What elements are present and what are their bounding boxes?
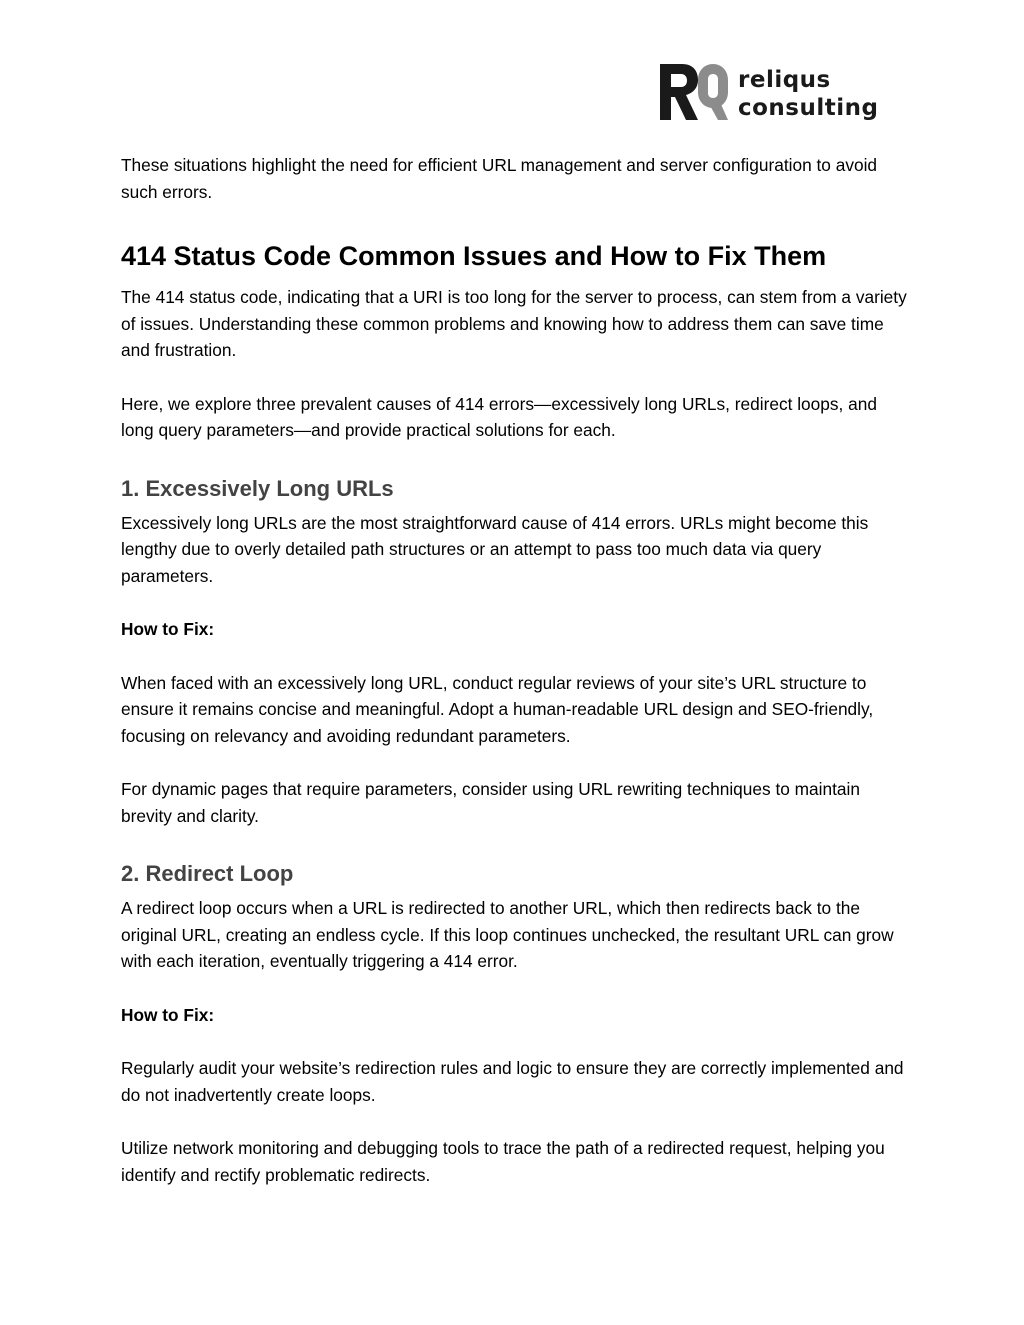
logo-wordmark-line1: reliqus (738, 67, 831, 93)
how-to-fix-label: How to Fix: (121, 619, 215, 639)
overview-paragraph-1: The 414 status code, indicating that a URI is too long for the server to process, can stem from a variety of issues. Understanding these common problems and knowing how to address them can save time and frustration. (121, 287, 907, 360)
intro-paragraph: These situations highlight the need for efficient URL management and server configuration to avoid such errors. (121, 155, 878, 202)
section-heading: 414 Status Code Common Issues and How to Fix Them (121, 241, 827, 271)
document-body (121, 152, 911, 1188)
rq-logo-mark-icon (658, 62, 730, 122)
logo-wordmark-line2: consulting (738, 95, 879, 121)
subsection-title-redirect-loop: 2. Redirect Loop (121, 861, 294, 886)
fix-paragraph-long-urls-2: For dynamic pages that require parameters, consider using URL rewriting techniques to maintain brevity and clarity. (121, 779, 860, 826)
subsection-body-redirect-loop: A redirect loop occurs when a URL is redirected to another URL, which then redirects back to the original URL, creating an endless cycle. If this loop continues unchecked, the resultant URL can grow with each iteration, eventually triggering a 414 error. (121, 898, 894, 971)
overview-paragraph-2: Here, we explore three prevalent causes of 414 errors—excessively long URLs, redirect loops, and long query parameters—and provide practical solutions for each. (121, 393, 877, 440)
logo-wordmark (738, 66, 878, 122)
company-logo (658, 62, 903, 124)
subsection-title-long-urls: 1. Excessively Long URLs (121, 475, 394, 501)
how-to-fix-label: How to Fix: (121, 1004, 215, 1025)
fix-paragraph-redirect-loop-1: Regularly audit your website’s redirection rules and logic to ensure they are correctly implemented and do not inadvertently create loops. (121, 1058, 904, 1105)
fix-paragraph-redirect-loop-2: Utilize network monitoring and debugging tools to trace the path of a redirected request, helping you identify and rectify problematic redirects. (121, 1138, 885, 1185)
subsection-body-long-urls: Excessively long URLs are the most straightforward cause of 414 errors. URLs might become this lengthy due to overly detailed path structures or an attempt to pass too much data via query parameters. (121, 512, 869, 586)
fix-paragraph-long-urls-1: When faced with an excessively long URL, conduct regular reviews of your site’s URL structure to ensure it remains concise and meaningful. Adopt a human-readable URL design and SEO-friendly, focusing on relevancy and avoiding redundant parameters. (121, 672, 874, 746)
